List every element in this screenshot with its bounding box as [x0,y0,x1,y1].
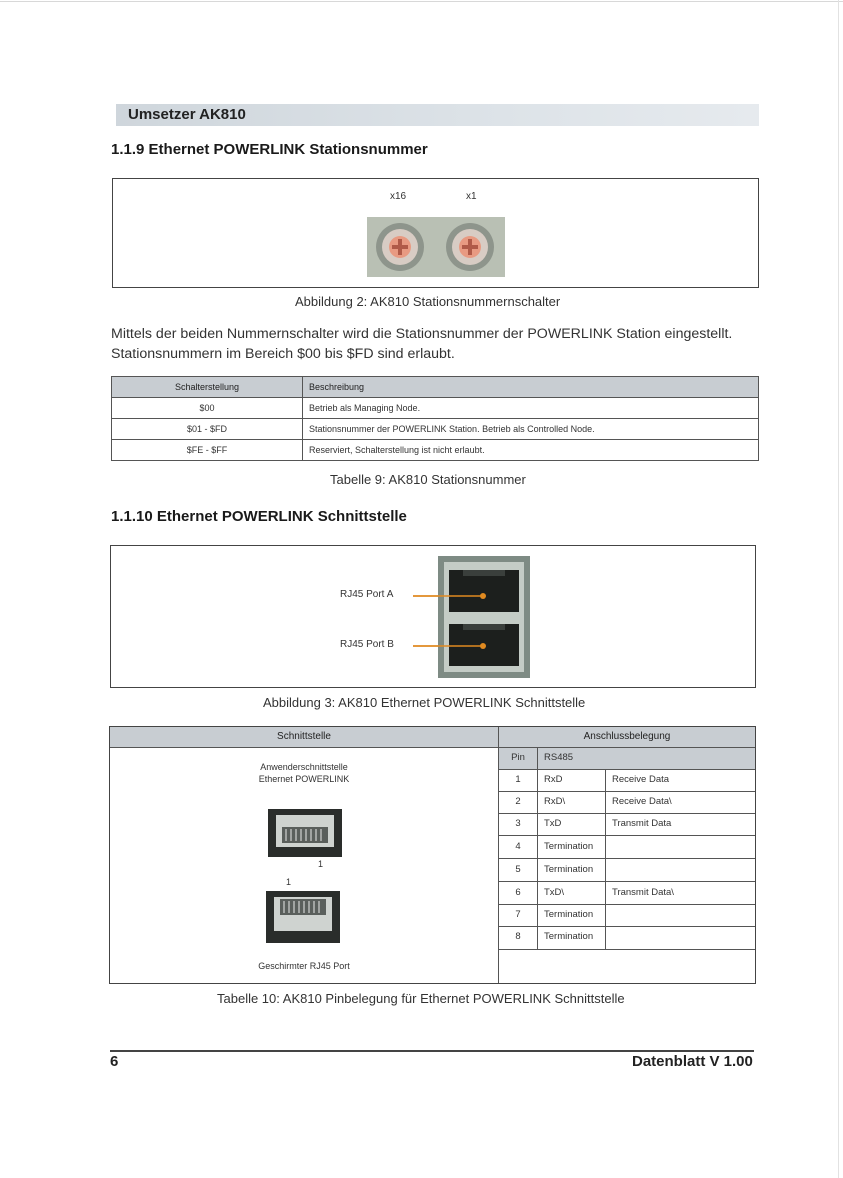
figure2-caption: Abbildung 2: AK810 Stationsnummernschalter [295,294,561,309]
table-cell: Reserviert, Schalterstellung ist nicht erlaubt. [303,440,759,461]
table-cell: Stationsnummer der POWERLINK Station. Betrieb als Controlled Node. [303,419,759,440]
pin-signal: Termination [544,841,594,852]
pin-marker: 1 [318,859,324,869]
pin-description: Transmit Data\ [612,887,674,898]
subheader-pin: Pin [511,752,525,763]
section-title-schnittstelle: 1.1.10 Ethernet POWERLINK Schnittstelle [111,508,407,525]
column-header-schalterstellung: Schalterstellung [112,377,303,398]
figure-rj45-ports [110,545,756,688]
pin-number: 6 [515,887,521,898]
rotary-switch-x16-icon [376,223,424,271]
left-title-line1: Anwenderschnittstelle [260,762,348,772]
pin-signal: RxD\ [544,796,566,807]
column-header-anschlussbelegung: Anschlussbelegung [499,727,755,747]
figure-switches [112,178,759,288]
right-border [838,0,839,1178]
pin-number: 8 [515,931,521,942]
table-row [112,398,759,419]
pin-number: 2 [515,796,521,807]
pin-number: 5 [515,864,521,875]
pin-signal: RxD [544,774,563,785]
rj45-port-a-icon [449,570,519,612]
pin-number: 7 [515,909,521,920]
table9-caption: Tabelle 9: AK810 Stationsnummer [330,472,526,487]
pin-description: Receive Data [612,774,670,785]
pin-description: Transmit Data [612,818,672,829]
port-b-label: RJ45 Port B [340,639,394,650]
document-version: Datenblatt V 1.00 [632,1053,753,1070]
switch-label-x16: x16 [390,191,407,202]
rj45-jack-icon [268,809,342,857]
pin-signal: Termination [544,864,594,875]
table-cell: $01 - $FD [112,419,303,440]
switch-label-x1: x1 [466,191,477,202]
column-header-schnittstelle: Schnittstelle [110,727,498,747]
header-title: Umsetzer AK810 [128,106,246,123]
pin-number: 3 [515,818,521,829]
rj45-jack-shielded-icon [266,891,340,943]
table-pinbelegung [109,726,756,984]
table10-caption: Tabelle 10: AK810 Pinbelegung für Ethernet POWERLINK Schnittstelle [217,991,625,1006]
section-title-stationsnummer: 1.1.9 Ethernet POWERLINK Stationsnummer [111,141,428,158]
port-a-label: RJ45 Port A [340,589,394,600]
top-border [0,1,843,2]
pin-signal: Termination [544,931,594,942]
page-number: 6 [110,1053,119,1070]
pin-number: 1 [515,774,521,785]
subheader-rs485: RS485 [544,752,574,763]
figure3-caption: Abbildung 3: AK810 Ethernet POWERLINK Schnittstelle [263,695,586,710]
rj45-ports-image [411,556,531,678]
pin-number: 4 [515,841,521,852]
table-header-row [112,377,759,398]
left-bottom-label: Geschirmter RJ45 Port [258,961,350,971]
pin-signal: TxD [544,818,562,829]
table-cell: Betrieb als Managing Node. [303,398,759,419]
rotary-switch-x1-icon [446,223,494,271]
table-row [112,419,759,440]
left-title-line2: Ethernet POWERLINK [258,774,350,784]
table-cell: $FE - $FF [112,440,303,461]
table-stationsnummer [111,376,759,461]
column-header-beschreibung: Beschreibung [303,377,759,398]
rotary-switches-image [367,217,505,277]
pin-marker: 1 [286,877,292,887]
intro-paragraph: Mittels der beiden Nummernschalter wird die Stationsnummer der POWERLINK Station eingestellt. Stationsnummern im Bereich $00 bis $FD sind erlaubt. [111,326,733,362]
footer-divider [110,1050,754,1052]
pin-signal: TxD\ [544,887,565,898]
table-cell: $00 [112,398,303,419]
pin-description: Receive Data\ [612,796,672,807]
pin-signal: Termination [544,909,594,920]
table-row [112,440,759,461]
